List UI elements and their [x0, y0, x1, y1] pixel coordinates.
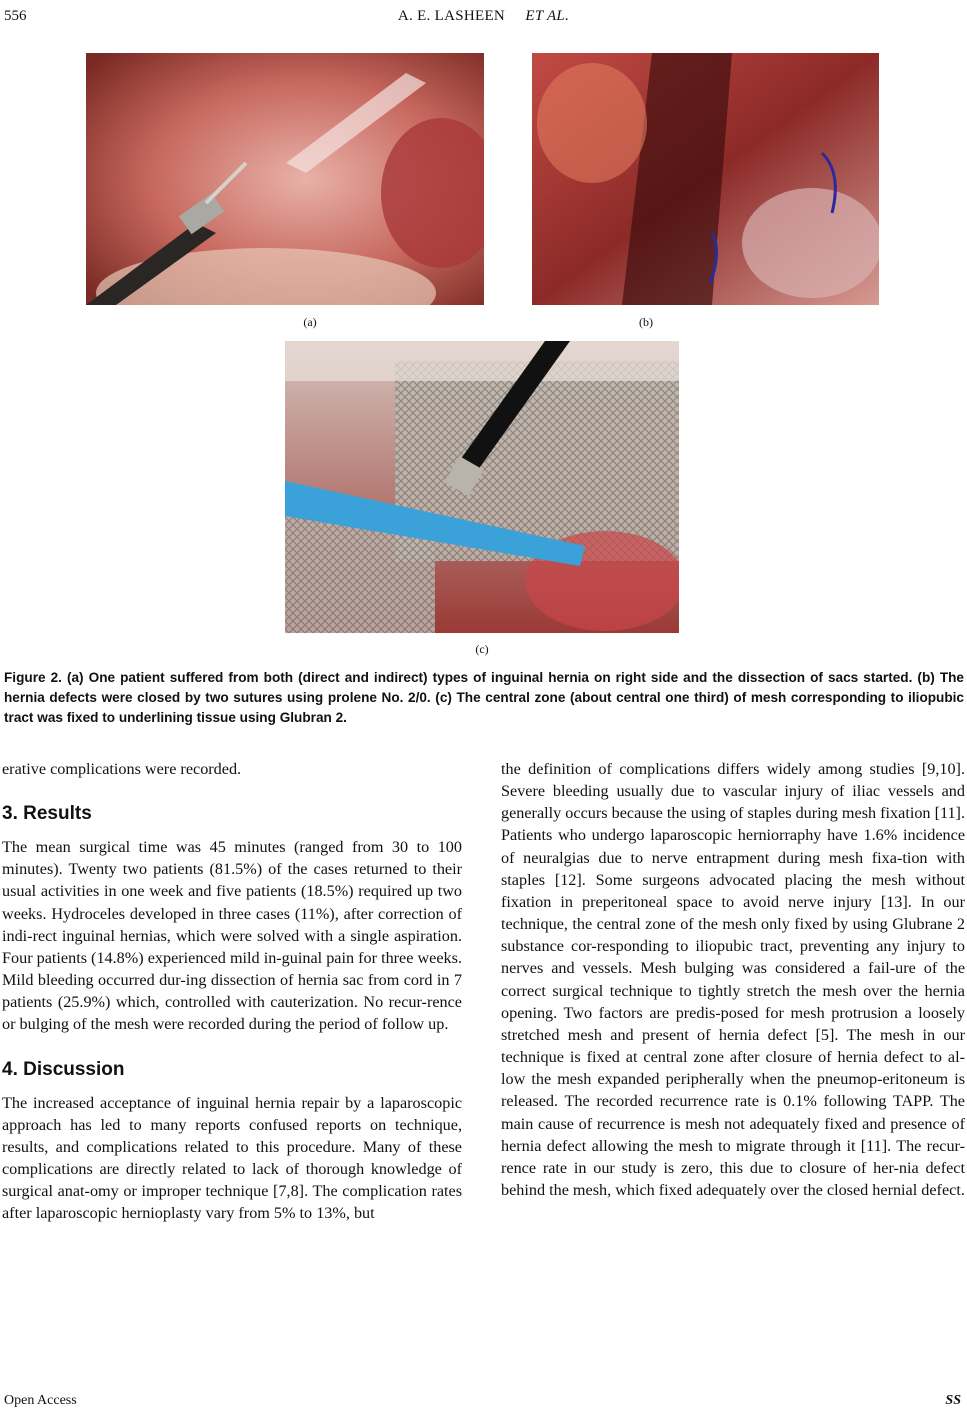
open-access-label: Open Access: [4, 1393, 77, 1408]
intro-paragraph: erative complications were recorded.: [2, 760, 242, 778]
discussion-paragraph: The increased acceptance of inguinal hernia repair by a laparoscopic approach has led to many reports confused reports on technique, results, and complications related to this procedure. Many of these complications are directly related to lack of thorough knowledge of surgical anat-omy or improper technique [7,8]. The complication rates after laparoscopic hernioplasty vary from 5% to 13%, but: [2, 1093, 462, 1223]
page-number: 556: [4, 8, 27, 24]
figure-photo-b: [532, 53, 879, 305]
right-column: [501, 758, 965, 1201]
results-heading: 3. Results: [2, 803, 92, 825]
figure-label-c: (c): [475, 642, 489, 656]
left-column: [2, 758, 462, 1225]
page-footer: [0, 1393, 967, 1411]
results-paragraph: The mean surgical time was 45 minutes (ranged from 30 to 100 minutes). Twenty two patients (81.5%) of the cases returned to their usual activities in one week and five patients (18.5%) required up two weeks. Hydroceles developed in three cases (11%), after correction of indi-rect inguinal hernias, which were solved with a single aspiration. Four patients (14.8%) experienced mild in-guinal pain for three weeks. Mild bleeding occurred dur-ing dissection of hernia sac from cord in 7 patients (25.9%) which, controlled with cauterization. No recur-rence or bulging of the mesh were recorded during the period of follow up.: [2, 838, 462, 1034]
running-head: [0, 8, 967, 25]
figure-label-b: (b): [639, 315, 653, 329]
page-header: [0, 8, 967, 30]
right-column-paragraph: the definition of complications differs widely among studies [9,10]. Severe bleeding usually due to vascular injury of iliac vessels and generally occurs because the using of staples during mesh fixation [11]. Patients who undergo laparoscopic herniorraphy have 1.6% incidence of neuralgias due to nerve entrapment during mesh fixa-tion with staples [12]. Some surgeons advocated placing the mesh without fixation in preperitoneal space to avoid nerve injury [13]. In our technique, the central zone of the mesh only fixed by using Glubrane 2 substance cor-responding to iliopubic tract, preventing any injury to nerves and vessels. Mesh bulging was considered a fail-ure of the correct surgical technique to tightly stretch the mesh over the hernia opening. Two factors are predis-posed for mesh protrusion a loosely stretched mesh and present of hernia defect [5]. The mesh in our technique is fixed at central zone after closure of hernia defect to al-low the mesh expanded peripherally when the pneumop-eritoneum is released. The recorded recurrence rate is 0.1% following TAPP. The main cause of recurrence is mesh not adequately fixed and presence of hernia defect allowing the mesh to migrate through it [11]. The recur-rence rate in our study is zero, this due to closure of her-nia defect behind the mesh, which fixed adequately over the closed hernial defect.: [501, 760, 965, 1199]
figure-photo-a: [86, 53, 484, 305]
discussion-heading: 4. Discussion: [2, 1058, 125, 1080]
running-head-etal: ET AL.: [525, 8, 570, 24]
running-head-authors: A. E. LASHEEN: [397, 8, 506, 24]
journal-abbrev: SS: [945, 1393, 961, 1408]
figure-photo-c: [285, 341, 679, 633]
figure-caption: Figure 2. (a) One patient suffered from both (direct and indirect) types of inguinal hernia on right side and the dissection of sacs started. (b) The hernia defects were closed by two sutures using prolene No. 2/0. (c) The central zone (about central one third) of mesh corresponding to iliopubic tract was fixed to underlining tissue using Glubran 2.: [4, 670, 964, 725]
figure-label-a: (a): [303, 315, 317, 329]
